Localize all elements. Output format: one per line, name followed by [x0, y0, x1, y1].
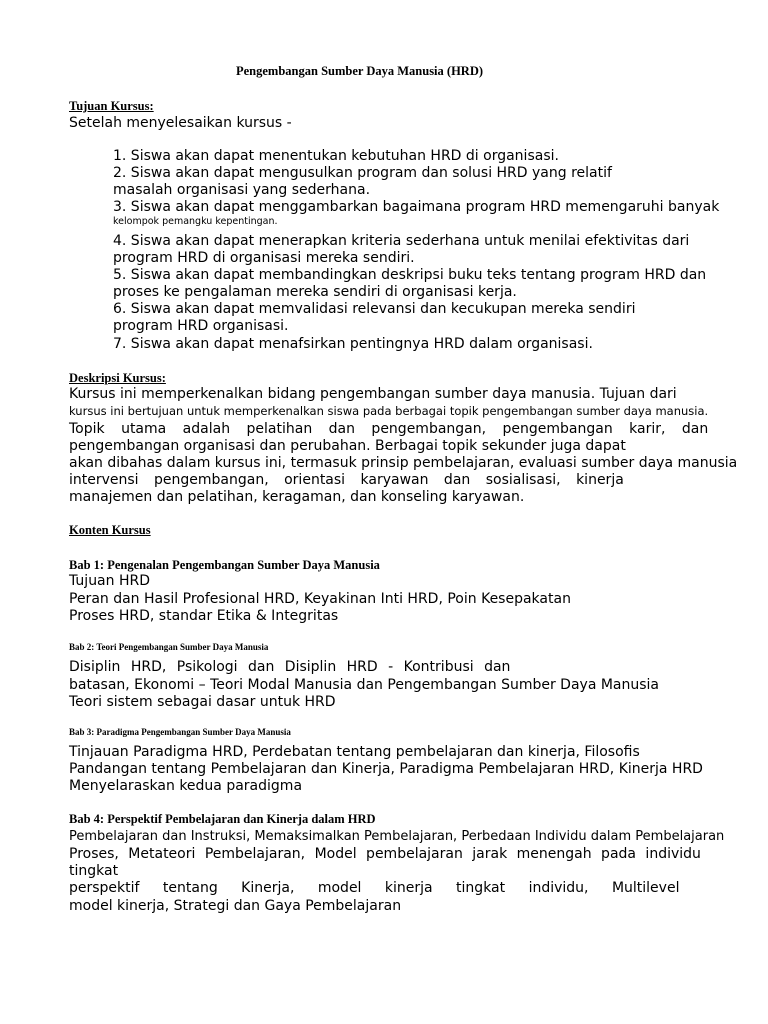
tujuan-item: 2. Siswa akan dapat mengusulkan program dan solusi HRD yang relatif [113, 165, 612, 181]
bab4-line: model kinerja, Strategi dan Gaya Pembelajaran [69, 898, 402, 914]
bab2-line: batasan, Ekonomi – Teori Modal Manusia dan Pengembangan Sumber Daya Manusia [69, 677, 660, 693]
deskripsi-line: intervensi pengembangan, orientasi karyawan dan sosialisasi, kinerja [69, 472, 624, 488]
document-title: Pengembangan Sumber Daya Manusia (HRD) [236, 64, 484, 78]
tujuan-item: 3. Siswa akan dapat menggambarkan bagaimana program HRD memengaruhi banyak [113, 199, 720, 215]
bab1-line: Tujuan HRD [69, 573, 150, 589]
bab4-title: Bab 4: Perspektif Pembelajaran dan Kinerja dalam HRD [69, 812, 376, 826]
tujuan-item: 6. Siswa akan dapat memvalidasi relevansi dan kecukupan mereka sendiri [113, 301, 636, 317]
bab4-line: tingkat [69, 863, 119, 879]
bab3-line: Tinjauan Paradigma HRD, Perdebatan tentang pembelajaran dan kinerja, Filosofis [69, 744, 640, 760]
deskripsi-line: manajemen dan pelatihan, keragaman, dan konseling karyawan. [69, 489, 525, 505]
section-heading-deskripsi: Deskripsi Kursus: [69, 371, 166, 385]
tujuan-item: program HRD di organisasi mereka sendiri. [113, 250, 415, 266]
tujuan-item: program HRD organisasi. [113, 318, 289, 334]
bab3-title: Bab 3: Paradigma Pengembangan Sumber Daya Manusia [69, 727, 291, 737]
bab2-line: Disiplin HRD, Psikologi dan Disiplin HRD - Kontribusi dan [69, 659, 511, 675]
tujuan-item: kelompok pemangku kepentingan. [113, 216, 278, 227]
tujuan-item: 7. Siswa akan dapat menafsirkan pentingnya HRD dalam organisasi. [113, 336, 593, 352]
bab3-line: Menyelaraskan kedua paradigma [69, 778, 303, 794]
bab4-line: perspektif tentang Kinerja, model kinerja tingkat individu, Multilevel [69, 880, 680, 896]
bab4-line: Pembelajaran dan Instruksi, Memaksimalkan Pembelajaran, Perbedaan Individu dalam Pembelajaran [69, 829, 725, 844]
bab1-line: Peran dan Hasil Profesional HRD, Keyakinan Inti HRD, Poin Kesepakatan [69, 591, 571, 607]
tujuan-intro: Setelah menyelesaikan kursus - [69, 115, 292, 131]
deskripsi-line: pengembangan organisasi dan perubahan. Berbagai topik sekunder juga dapat [69, 438, 626, 454]
tujuan-item: masalah organisasi yang sederhana. [113, 182, 371, 198]
bab1-line: Proses HRD, standar Etika & Integritas [69, 608, 339, 624]
deskripsi-line: Kursus ini memperkenalkan bidang pengembangan sumber daya manusia. Tujuan dari [69, 386, 677, 402]
tujuan-item: proses ke pengalaman mereka sendiri di organisasi kerja. [113, 284, 517, 300]
bab3-line: Pandangan tentang Pembelajaran dan Kinerja, Paradigma Pembelajaran HRD, Kinerja HRD [69, 761, 703, 777]
section-heading-konten: Konten Kursus [69, 523, 151, 537]
section-heading-tujuan: Tujuan Kursus: [69, 99, 154, 113]
deskripsi-line: kursus ini bertujuan untuk memperkenalkan siswa pada berbagai topik pengembangan sumber daya manusia. [69, 404, 709, 418]
deskripsi-line: Topik utama adalah pelatihan dan pengembangan, pengembangan karir, dan [69, 421, 709, 437]
tujuan-item: 5. Siswa akan dapat membandingkan deskripsi buku teks tentang program HRD dan [113, 267, 707, 283]
tujuan-item: 4. Siswa akan dapat menerapkan kriteria sederhana untuk menilai efektivitas dari [113, 233, 690, 249]
bab4-line: Proses, Metateori Pembelajaran, Model pembelajaran jarak menengah pada individu [69, 846, 701, 862]
bab1-title: Bab 1: Pengenalan Pengembangan Sumber Daya Manusia [69, 558, 380, 572]
tujuan-item: 1. Siswa akan dapat menentukan kebutuhan HRD di organisasi. [113, 148, 559, 164]
bab2-line: Teori sistem sebagai dasar untuk HRD [69, 694, 336, 710]
bab2-title: Bab 2: Teori Pengembangan Sumber Daya Manusia [69, 642, 269, 652]
deskripsi-line: akan dibahas dalam kursus ini, termasuk prinsip pembelajaran, evaluasi sumber daya manusia [69, 455, 738, 471]
